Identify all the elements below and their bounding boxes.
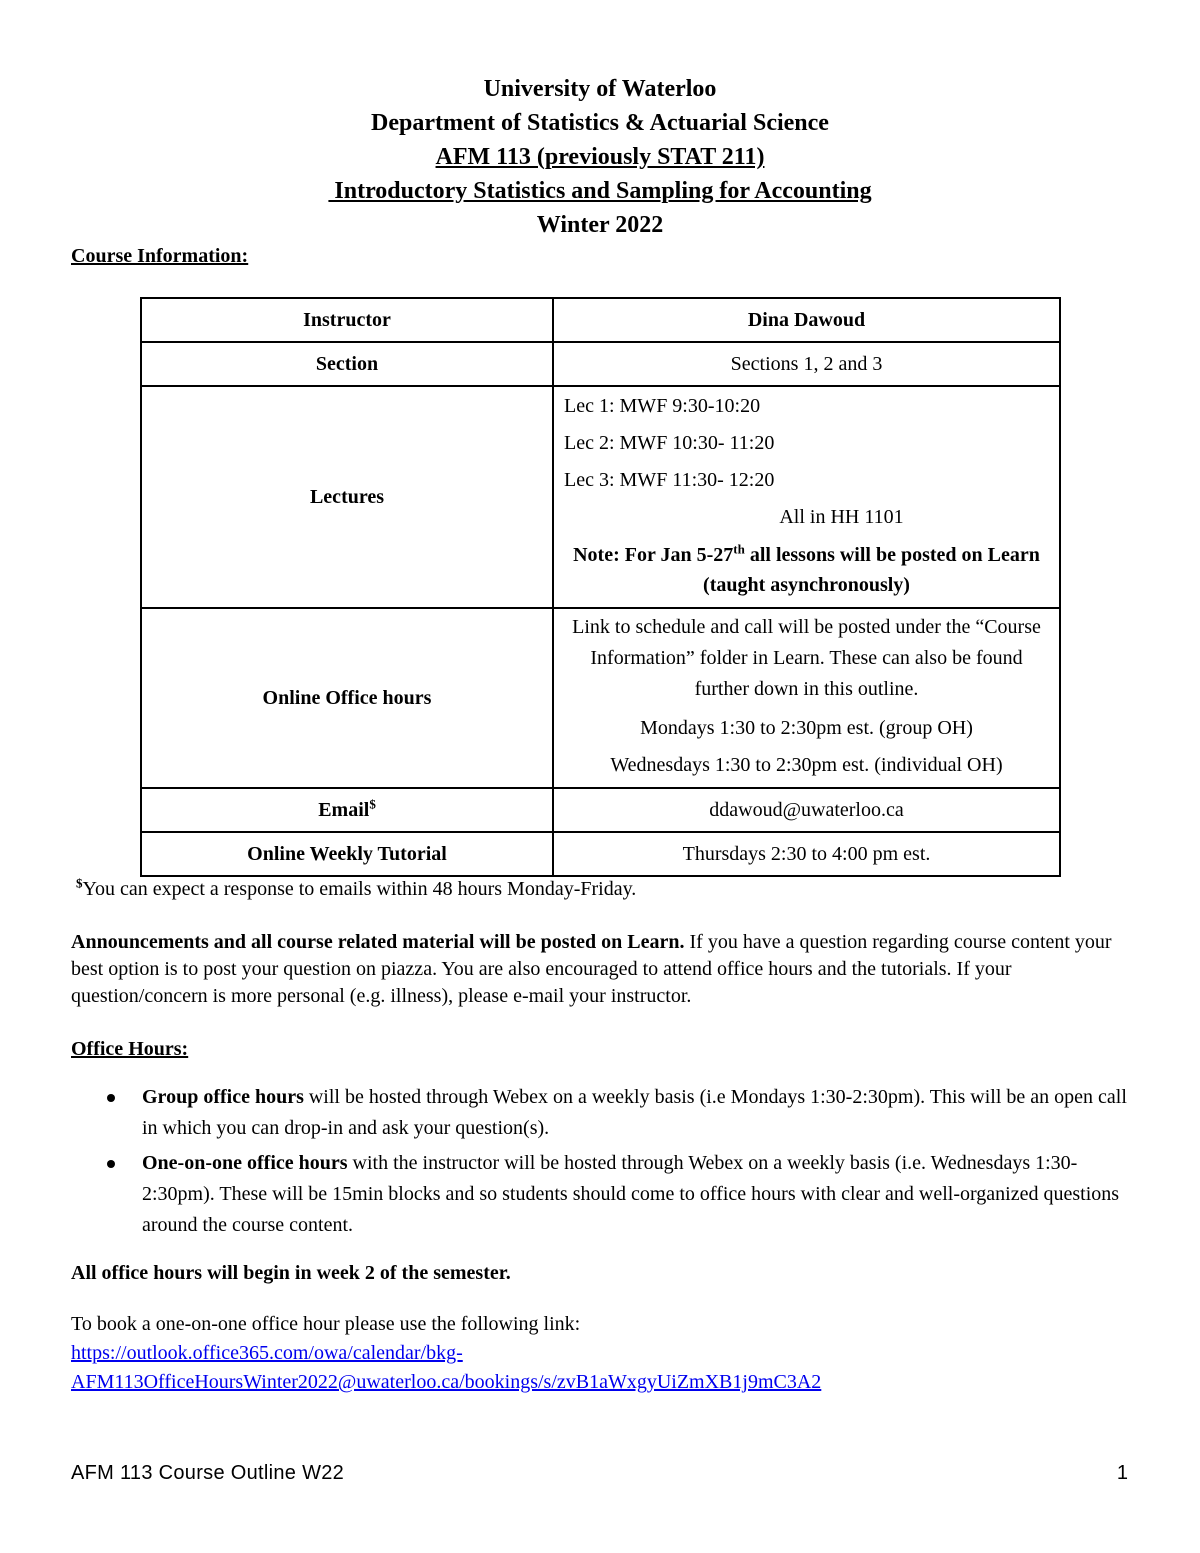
- page-number: 1: [1116, 1462, 1128, 1484]
- table-row: [141, 298, 1060, 342]
- department-name: Department of Statistics & Actuarial Science: [371, 110, 829, 136]
- office-hours-heading: Office Hours:: [71, 1038, 189, 1060]
- office-hours-list: [71, 1082, 1131, 1245]
- lecture-line: Lec 3: MWF 11:30- 12:20: [564, 469, 775, 491]
- tutorial-value: Thursdays 2:30 to 4:00 pm est.: [553, 832, 1060, 876]
- booking-paragraph: [71, 1310, 1131, 1397]
- tutorial-label: Online Weekly Tutorial: [141, 832, 553, 876]
- instructor-value: Dina Dawoud: [553, 298, 1060, 342]
- footer-title: AFM 113 Course Outline W22: [71, 1462, 345, 1484]
- booking-text: To book a one-on-one office hour please use the following link:: [71, 1313, 581, 1335]
- table-row: [141, 832, 1060, 876]
- booking-link[interactable]: [71, 1342, 821, 1393]
- email-label-text: Email: [318, 798, 370, 821]
- email-footnote: [76, 875, 637, 901]
- list-item-bold: Group office hours: [142, 1086, 304, 1108]
- lectures-value: [553, 386, 1060, 608]
- university-name: University of Waterloo: [483, 76, 717, 102]
- note-prefix: Note: For Jan 5-27: [573, 544, 734, 566]
- announcement-bold: Announcements and all course related material will be posted on Learn.: [71, 931, 685, 953]
- email-value: ddawoud@uwaterloo.ca: [553, 788, 1060, 832]
- office-hours-begin-note: All office hours will begin in week 2 of the semester.: [71, 1262, 511, 1284]
- section-label: Section: [141, 342, 553, 386]
- list-item-text: will be hosted through Webex on a weekly basis (i.e Mondays 1:30-2:30pm). This will be an open call in which you can drop-in and ask your question(s).: [142, 1086, 1127, 1139]
- async-note: [564, 540, 1049, 600]
- lecture-line: Lec 1: MWF 9:30-10:20: [564, 395, 761, 417]
- section-value: Sections 1, 2 and 3: [553, 342, 1060, 386]
- footnote-text: You can expect a response to emails within 48 hours Monday-Friday.: [82, 878, 637, 900]
- bullet-icon: [107, 1094, 115, 1102]
- list-item: [71, 1148, 1131, 1241]
- table-row: [141, 608, 1060, 788]
- note-suffix: all lessons will be posted on Learn (taught asynchronously): [703, 544, 1040, 596]
- document-header: [0, 72, 1200, 242]
- table-row: [141, 342, 1060, 386]
- lecture-line: Lec 2: MWF 10:30- 11:20: [564, 432, 775, 454]
- course-info-table: [140, 297, 1061, 877]
- list-item-text: with the instructor will be hosted through Webex on a weekly basis (i.e. Wednesdays 1:30-2:30pm). These will be 15min blocks and so students should come to office hours with clear and well-organized questions around the course content.: [142, 1152, 1120, 1236]
- announcement-text: If you have a question regarding course content your best option is to post your question on piazza. You are also encouraged to attend office hours and the tutorials. If your question/concern is more personal (e.g. illness), please e-mail your instructor.: [71, 931, 1112, 1007]
- email-label: [141, 788, 553, 832]
- table-row: [141, 386, 1060, 608]
- office-hours-individual: Wednesdays 1:30 to 2:30pm est. (individual OH): [610, 754, 1003, 776]
- lectures-label: Lectures: [141, 386, 553, 608]
- course-title: Introductory Statistics and Sampling for Accounting: [328, 178, 872, 204]
- term: Winter 2022: [536, 212, 664, 238]
- announcement-paragraph: [71, 929, 1131, 1010]
- list-item: [71, 1082, 1131, 1144]
- list-item-bold: One-on-one office hours: [142, 1152, 348, 1174]
- office-hours-info: Link to schedule and call will be posted under the “Course Information” folder in Learn. These can also be found further down in this outline.: [572, 616, 1041, 700]
- bullet-icon: [107, 1160, 115, 1168]
- lecture-location: All in HH 1101: [779, 506, 904, 528]
- note-sup: th: [733, 541, 745, 557]
- table-row: [141, 788, 1060, 832]
- course-code: AFM 113 (previously STAT 211): [435, 144, 765, 170]
- office-hours-label: Online Office hours: [141, 608, 553, 788]
- course-information-heading: Course Information:: [71, 245, 249, 267]
- office-hours-value: [553, 608, 1060, 788]
- instructor-label: Instructor: [141, 298, 553, 342]
- office-hours-group: Mondays 1:30 to 2:30pm est. (group OH): [640, 717, 973, 739]
- email-sup: $: [369, 795, 376, 811]
- footnote-sup: $: [76, 875, 83, 891]
- booking-link-line1: https://outlook.office365.com/owa/calendar/bkg-: [71, 1342, 463, 1364]
- booking-link-line2: AFM113OfficeHoursWinter2022@uwaterloo.ca/bookings/s/zvB1aWxgyUiZmXB1j9mC3A2: [71, 1371, 822, 1393]
